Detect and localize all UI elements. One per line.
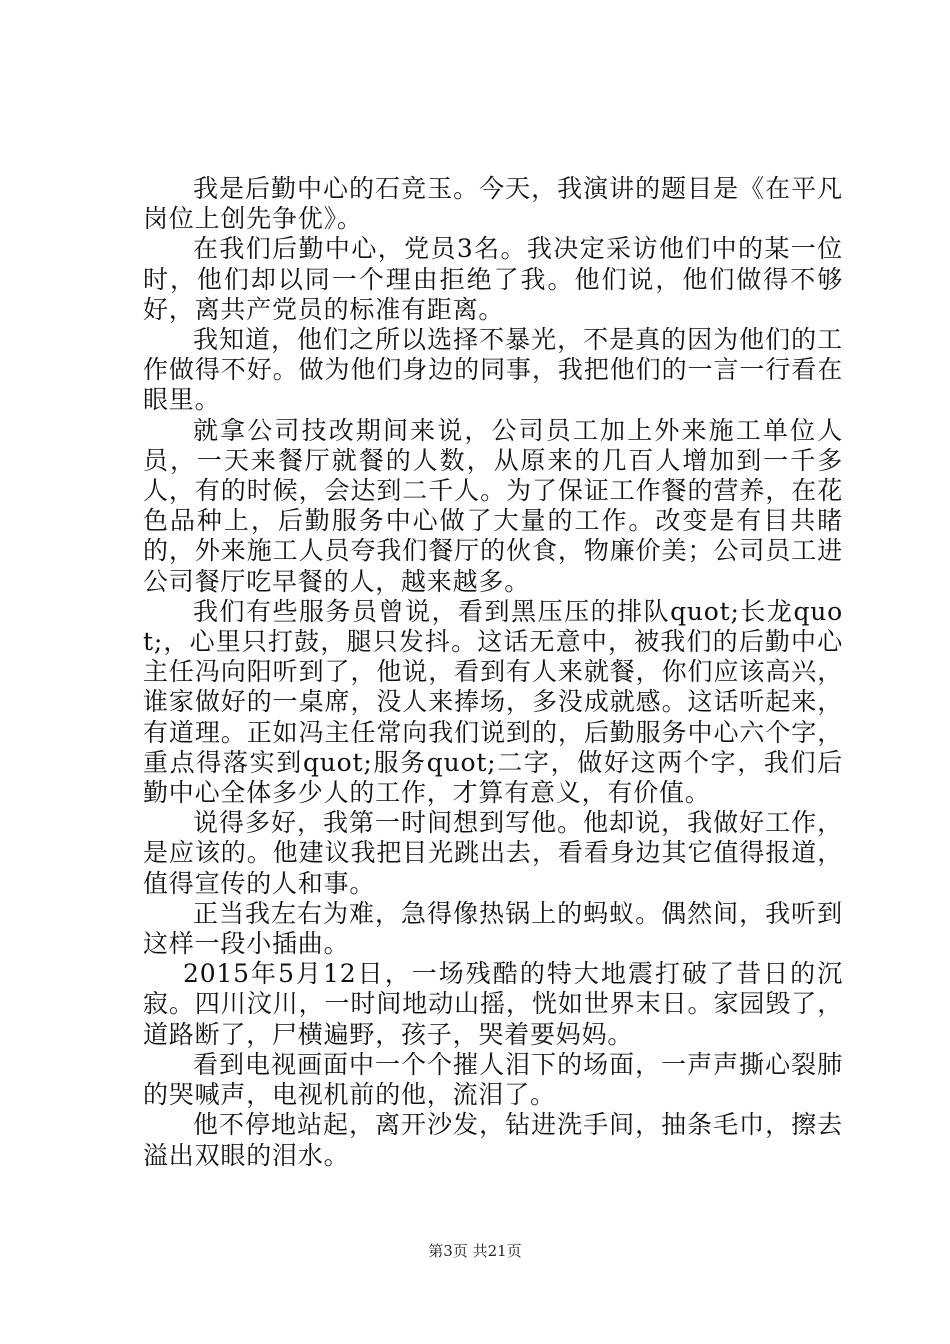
paragraph-tv: 看到电视画面中一个个摧人泪下的场面，一声声撕心裂肺的哭喊声，电视机前的他，流泪了。	[143, 1049, 843, 1110]
document-body	[143, 174, 843, 1171]
paragraph-tears: 他不停地站起，离开沙发，钻进洗手间，抽条毛巾，擦去溢出双眼的泪水。	[143, 1110, 843, 1170]
paragraph-earthquake: 2015年5月12日，一场残酷的特大地震打破了昔日的沉寂。四川汶川，一时间地动山摇，恍如世界末日。家园毁了，道路断了，尸横遍野，孩子，哭着要妈妈。	[143, 959, 843, 1049]
paragraph-intro: 我是后勤中心的石竞玉。今天，我演讲的题目是《在平凡岗位上创先争优》。	[143, 174, 843, 234]
paragraph-well-said: 说得多好，我第一时间想到写他。他却说，我做好工作，是应该的。他建议我把目光跳出去，看看身边其它值得报道，值得宣传的人和事。	[143, 808, 843, 898]
paragraph-renovation: 就拿公司技改期间来说，公司员工加上外来施工单位人员，一天来餐厅就餐的人数，从原来的几百人增加到一千多人，有的时候，会达到二千人。为了保证工作餐的营养，在花色品种上，后勤服务中心做了大量的工作。改变是有目共睹的，外来施工人员夸我们餐厅的伙食，物廉价美；公司员工进公司餐厅吃早餐的人，越来越多。	[143, 415, 843, 596]
paragraph-i-know: 我知道，他们之所以选择不暴光，不是真的因为他们的工作做得不好。做为他们身边的同事，我把他们的一言一行看在眼里。	[143, 325, 843, 415]
page-number: 第3页 共21页	[428, 1242, 522, 1260]
paragraph-waiters: 我们有些服务员曾说，看到黑压压的排队quot;长龙quot;，心里只打鼓，腿只发抖。这话无意中，被我们的后勤中心主任冯向阳听到了，他说，看到有人来就餐，你们应该高兴，谁家做好的一桌席，没人来捧场，多没成就感。这话听起来，有道理。正如冯主任常向我们说到的，后勤服务中心六个字，重点得落实到quot;服务quot;二字，做好这两个字，我们后勤中心全体多少人的工作，才算有意义，有价值。	[143, 596, 843, 808]
paragraph-party-members: 在我们后勤中心，党员3名。我决定采访他们中的某一位时，他们却以同一个理由拒绝了我。他们说，他们做得不够好，离共产党员的标准有距离。	[143, 234, 843, 324]
paragraph-dilemma: 正当我左右为难，急得像热锅上的蚂蚁。偶然间，我听到这样一段小插曲。	[143, 898, 843, 959]
